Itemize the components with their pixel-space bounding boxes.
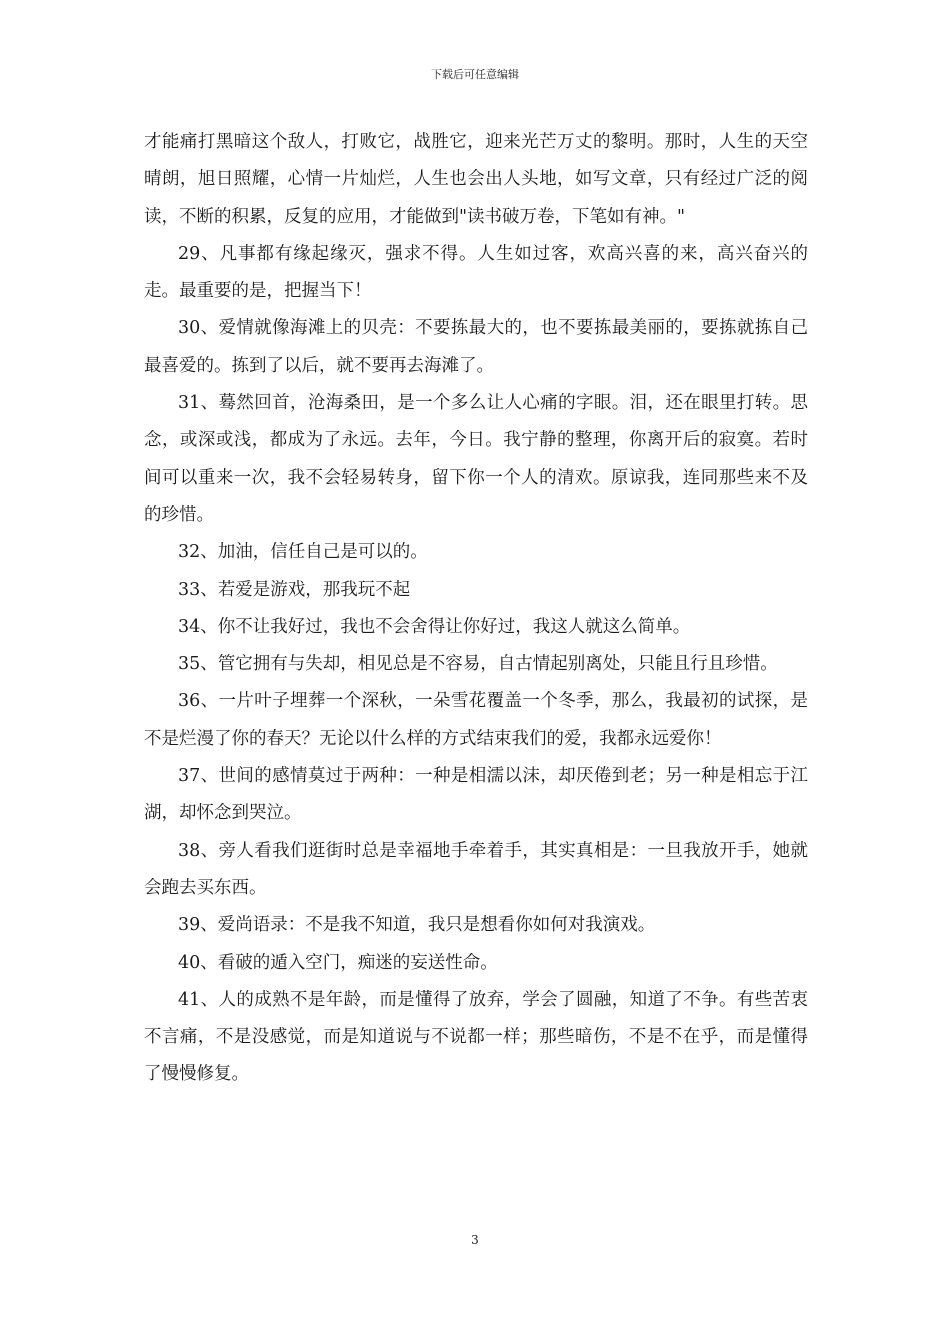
page-number: 3	[471, 1233, 479, 1247]
paragraph-39: 39、爱尚语录：不是我不知道，我只是想看你如何对我演戏。	[178, 915, 656, 936]
page-header: 下载后可任意编辑	[431, 68, 519, 81]
document-body	[144, 124, 808, 1094]
paragraph-33: 33、若爱是游戏，那我玩不起	[178, 579, 411, 600]
paragraph-36: 36、一片叶子埋葬一个深秋，一朵雪花覆盖一个冬季，那么，我最初的试探，是不是烂漫了你的春天？无论以什么样的方式结束我们的爱，我都永远爱你！	[144, 691, 808, 749]
paragraph-35: 35、管它拥有与失却，相见总是不容易，自古情起别离处，只能且行且珍惜。	[178, 654, 778, 675]
paragraph-29: 29、凡事都有缘起缘灭，强求不得。人生如过客，欢高兴喜的来，高兴奋兴的走。最重要的是，把握当下！	[144, 243, 808, 302]
paragraph-32: 32、加油，信任自己是可以的。	[178, 542, 428, 563]
paragraph-38: 38、旁人看我们逛街时总是幸福地手牵着手，其实真相是：一旦我放开手，她就会跑去买东西。	[144, 840, 808, 898]
paragraph-41: 41、人的成熟不是年龄，而是懂得了放弃，学会了圆融，知道了不争。有些苦衷不言痛，不是没感觉，而是知道说与不说都一样；那些暗伤，不是不在乎，而是懂得了慢慢修复。	[144, 989, 808, 1085]
paragraph-31: 31、蓦然回首，沧海桑田，是一个多么让人心痛的字眼。泪，还在眼里打转。思念，或深或浅，都成为了永远。去年，今日。我宁静的整理，你离开后的寂寞。若时间可以重来一次，我不会轻易转身，留下你一个人的清欢。原谅我，连同那些来不及的珍惜。	[144, 393, 808, 525]
paragraph-37: 37、世间的感情莫过于两种：一种是相濡以沫，却厌倦到老；另一种是相忘于江湖，却怀念到哭泣。	[144, 766, 808, 824]
paragraph-continuation: 才能痛打黑暗这个敌人，打败它，战胜它，迎来光芒万丈的黎明。那时，人生的天空晴朗，旭日照耀，心情一片灿烂，人生也会出人头地，如写文章，只有经过广泛的阅读，不断的积累，反复的应用，才能做到"读书破万卷，下笔如有神。"	[144, 132, 808, 227]
paragraph-30: 30、爱情就像海滩上的贝壳：不要拣最大的，也不要拣最美丽的，要拣就拣自己最喜爱的。拣到了以后，就不要再去海滩了。	[144, 318, 808, 376]
paragraph-34: 34、你不让我好过，我也不会舍得让你好过，我这人就这么简单。	[178, 616, 691, 637]
paragraph-40: 40、看破的遁入空门，痴迷的妄送性命。	[178, 952, 498, 973]
